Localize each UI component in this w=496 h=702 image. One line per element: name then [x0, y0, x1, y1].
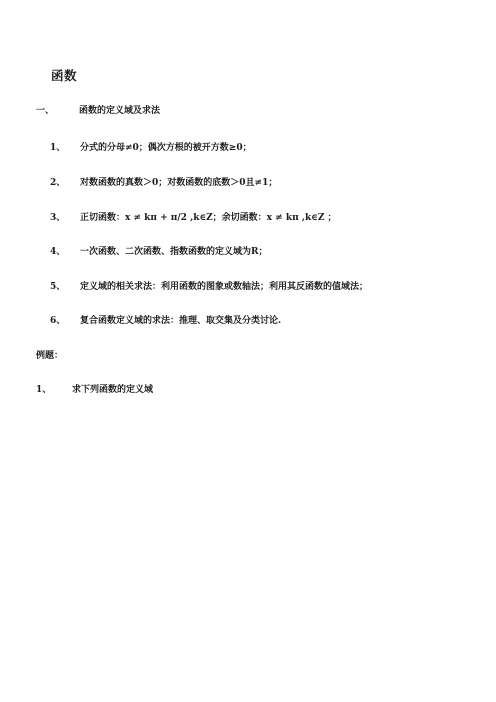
- list-item: [50, 279, 368, 292]
- list-item-number: 1、: [50, 143, 66, 153]
- list-item-text: 分式的分母≠0；偶次方根的被开方数≥0；: [80, 143, 252, 153]
- example-item-text: 求下列函数的定义域: [72, 385, 154, 395]
- section-number: 一、: [36, 106, 55, 116]
- list-item-text: 一次函数、二次函数、指数函数的定义域为R；: [80, 247, 268, 257]
- list-item: [50, 244, 267, 257]
- list-item-number: 4、: [50, 247, 66, 257]
- list-item-text: 正切函数：x ≠ kπ + π/2 ,k∈Z；余切函数：x ≠ kπ ,k∈Z ；: [80, 213, 337, 223]
- list-item-number: 3、: [50, 213, 66, 223]
- list-item-text: 定义域的相关求法：利用函数的图象或数轴法；利用其反函数的值域法；: [80, 282, 369, 292]
- list-item: [50, 175, 277, 188]
- example-heading: 例题：: [36, 351, 64, 361]
- list-item: [50, 140, 252, 153]
- section-heading-text: 函数的定义域及求法: [79, 106, 161, 116]
- list-item: [50, 210, 337, 223]
- list-item-text: 复合函数定义域的求法：推理、取交集及分类讨论.: [80, 316, 282, 326]
- section-heading: [36, 103, 160, 116]
- page-title: 函数: [51, 68, 78, 83]
- list-item-number: 2、: [50, 178, 66, 188]
- list-item-text: 对数函数的真数＞0；对数函数的底数＞0且≠1；: [80, 178, 278, 188]
- example-item: [36, 382, 153, 395]
- list-item-number: 5、: [50, 282, 66, 292]
- list-item-number: 6、: [50, 316, 66, 326]
- example-item-number: 1、: [36, 385, 52, 395]
- list-item: [50, 313, 281, 326]
